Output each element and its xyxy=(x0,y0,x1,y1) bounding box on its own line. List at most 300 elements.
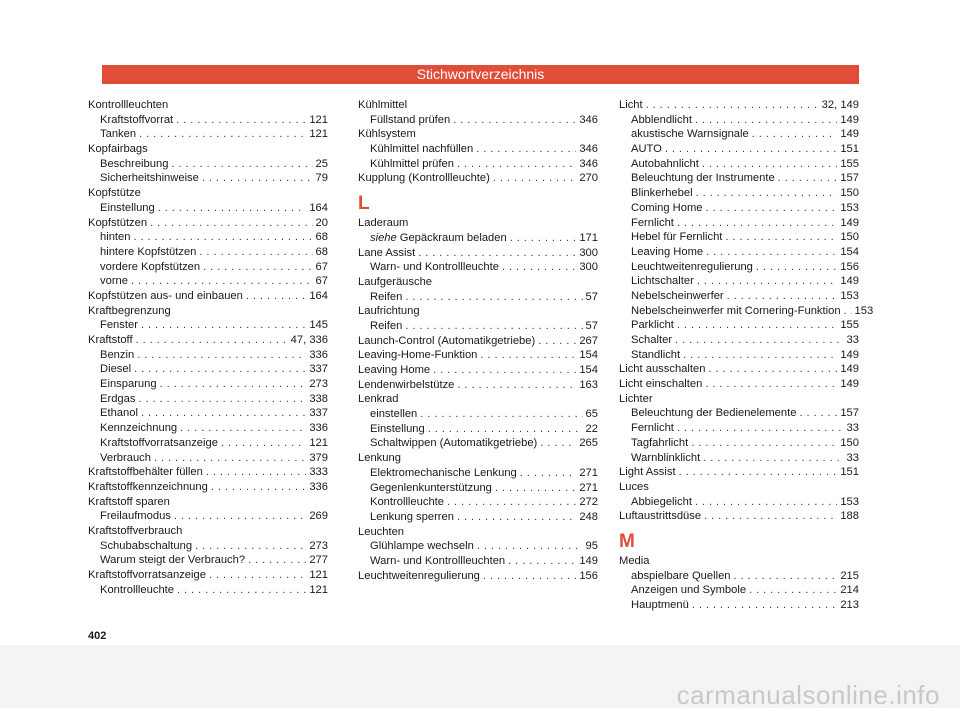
entry-page-ref: 33 xyxy=(846,334,859,346)
dot-leader xyxy=(727,289,838,304)
index-subentry xyxy=(619,260,859,275)
entry-page-ref: 336 xyxy=(309,480,328,493)
entry-page-ref: 154 xyxy=(579,349,598,362)
entry-term: Kühlmittel xyxy=(358,99,408,111)
index-subentry xyxy=(358,436,598,451)
entry-term: vordere Kopfstützen xyxy=(100,260,201,273)
index-title: Stichwortverzeichnis xyxy=(416,66,545,82)
dot-leader xyxy=(160,377,307,392)
dot-leader xyxy=(704,509,837,524)
dot-leader xyxy=(695,495,837,510)
entry-term: Kraftstoffvorratsanzeige xyxy=(100,436,218,449)
entry-term: Schubabschaltung xyxy=(100,539,193,552)
index-subentry xyxy=(88,451,328,466)
entry-page-ref: 156 xyxy=(840,260,859,273)
index-entry xyxy=(88,465,328,480)
dot-leader xyxy=(702,157,838,172)
entry-page-ref: 155 xyxy=(840,319,859,332)
entry-term: Lichtschalter xyxy=(631,275,694,288)
entry-page-ref: 95 xyxy=(585,540,598,553)
dot-leader xyxy=(691,436,837,451)
index-entry xyxy=(619,362,859,377)
dot-leader xyxy=(248,553,306,568)
index-subentry xyxy=(619,127,859,142)
entry-term: Standlicht xyxy=(631,348,681,361)
index-heading xyxy=(619,480,859,495)
index-entry xyxy=(358,348,598,363)
dot-leader xyxy=(799,406,837,421)
entry-term: Tagfahrlicht xyxy=(631,436,689,449)
dot-leader xyxy=(696,186,838,201)
section-letter: L xyxy=(358,193,370,215)
dot-leader xyxy=(477,539,583,554)
entry-term: Parklicht xyxy=(631,319,674,332)
index-column-2 xyxy=(358,98,598,583)
entry-term: Kopfstütze xyxy=(88,187,141,200)
index-subentry xyxy=(358,481,598,496)
entry-term: Leuchten xyxy=(358,525,405,538)
entry-term: Leuchtweitenregulierung xyxy=(358,569,480,582)
index-subentry xyxy=(619,451,859,466)
entry-term: Sicherheitshinweise xyxy=(100,172,199,185)
index-subentry xyxy=(88,362,328,377)
entry-term: hintere Kopfstützen xyxy=(100,245,197,258)
entry-term: Kraftstoff sparen xyxy=(88,495,170,508)
index-subentry xyxy=(619,289,859,304)
dot-leader xyxy=(206,465,306,480)
entry-term: Kraftstoffvorratsanzeige xyxy=(88,569,206,581)
index-subentry xyxy=(619,318,859,333)
dot-leader xyxy=(195,539,306,554)
index-column-1 xyxy=(88,98,328,597)
entry-term: AUTO xyxy=(631,143,662,156)
entry-term: Füllstand prüfen xyxy=(370,113,451,126)
index-heading xyxy=(88,524,328,539)
entry-term: Luftaustrittsdüse xyxy=(619,510,702,523)
index-subentry xyxy=(358,260,598,275)
entry-page-ref: 121 xyxy=(309,583,328,596)
index-subentry xyxy=(88,171,328,186)
entry-term: Kopfstützen aus- und einbauen xyxy=(88,289,243,302)
dot-leader xyxy=(706,245,837,260)
entry-page-ref: 149 xyxy=(840,216,859,229)
dot-leader xyxy=(150,216,312,231)
dot-leader xyxy=(708,362,837,377)
entry-page-ref: 163 xyxy=(579,378,598,391)
dot-leader xyxy=(139,127,306,142)
dot-leader xyxy=(457,157,576,172)
entry-page-ref: 151 xyxy=(840,466,859,479)
entry-term: Erdgas xyxy=(100,392,136,405)
entry-term: Anzeigen und Symbole xyxy=(631,584,747,597)
entry-term: Light Assist xyxy=(619,466,676,479)
entry-page-ref: 47, 336 xyxy=(290,334,328,346)
entry-page-ref: 57 xyxy=(585,290,598,303)
index-subentry xyxy=(358,539,598,554)
dot-leader xyxy=(133,230,312,245)
entry-term: Leaving Home xyxy=(631,245,704,258)
index-entry xyxy=(88,480,328,495)
entry-page-ref: 154 xyxy=(579,364,598,376)
entry-page-ref: 153 xyxy=(840,495,859,508)
entry-term: Kraftstoffbehälter füllen xyxy=(88,466,203,479)
dot-leader xyxy=(734,569,838,584)
entry-page-ref: 145 xyxy=(309,319,328,332)
entry-term: Abblendlicht xyxy=(631,113,692,126)
index-entry xyxy=(619,377,859,392)
index-heading xyxy=(88,495,328,510)
index-heading xyxy=(358,127,598,142)
index-subentry xyxy=(358,157,598,172)
index-subentry xyxy=(88,245,328,260)
entry-term: Kraftstoffverbrauch xyxy=(88,524,183,537)
entry-page-ref: 213 xyxy=(840,599,859,611)
index-subentry xyxy=(619,113,859,128)
dot-leader xyxy=(508,554,576,569)
entry-term: Lenkrad xyxy=(358,393,399,406)
dot-leader xyxy=(495,481,576,496)
index-subentry xyxy=(619,201,859,216)
index-subentry xyxy=(88,553,328,568)
index-subentry xyxy=(619,436,859,451)
dot-leader xyxy=(405,319,582,334)
dot-leader xyxy=(778,171,838,186)
section-letter: M xyxy=(619,530,635,552)
entry-page-ref: 300 xyxy=(579,261,598,274)
see-reference: siehe xyxy=(370,231,397,244)
dot-leader xyxy=(675,333,844,348)
entry-term: Hebel für Fernlicht xyxy=(631,231,723,244)
index-heading xyxy=(88,98,328,113)
index-subentry xyxy=(88,230,328,245)
entry-term: Fernlicht xyxy=(631,216,674,229)
entry-page-ref: 149 xyxy=(579,554,598,567)
index-subentry xyxy=(358,422,598,437)
entry-term: Laderaum xyxy=(358,217,409,230)
entry-term: Coming Home xyxy=(631,201,703,214)
entry-term: hinten xyxy=(100,231,131,244)
entry-term: einstellen xyxy=(370,408,418,421)
index-subentry xyxy=(88,260,328,275)
entry-term: Reifen xyxy=(370,319,403,332)
dot-leader xyxy=(844,304,852,319)
entry-term: Nebelscheinwerfer xyxy=(631,289,724,302)
dot-leader xyxy=(679,465,838,480)
dot-leader xyxy=(176,113,306,128)
entry-term: vorne xyxy=(100,275,128,288)
index-heading xyxy=(619,392,859,407)
entry-page-ref: 149 xyxy=(840,363,859,376)
dot-leader xyxy=(756,260,837,275)
dot-leader xyxy=(510,231,577,246)
entry-page-ref: 153 xyxy=(840,201,859,214)
entry-term: Einstellung xyxy=(100,201,155,214)
entry-page-ref: 68 xyxy=(315,245,328,258)
entry-page-ref: 121 xyxy=(309,436,328,449)
entry-term: Verbrauch xyxy=(100,451,151,464)
index-subentry xyxy=(619,421,859,436)
entry-term: Lichter xyxy=(619,392,653,405)
entry-term: Leaving-Home-Funktion xyxy=(358,349,478,362)
dot-leader xyxy=(180,421,306,436)
entry-term: Gegenlenkunterstützung xyxy=(370,481,492,494)
index-subentry xyxy=(619,304,874,319)
dot-leader xyxy=(692,598,837,613)
entry-term: Laufgeräusche xyxy=(358,275,433,288)
entry-term: Freilaufmodus xyxy=(100,510,171,523)
entry-term: Kontrollleuchten xyxy=(88,99,169,111)
entry-term: Kupplung (Kontrollleuchte) xyxy=(358,172,490,185)
entry-page-ref: 273 xyxy=(309,378,328,391)
dot-leader xyxy=(752,127,838,142)
entry-term: Schaltwippen (Automatikgetriebe) xyxy=(370,437,538,450)
entry-term: Leuchtweitenregulierung xyxy=(631,260,753,273)
dot-leader xyxy=(677,318,837,333)
index-subentry xyxy=(619,171,859,186)
dot-leader xyxy=(203,260,312,275)
entry-term: Reifen xyxy=(370,290,403,303)
index-header xyxy=(102,65,859,84)
entry-term: Kraftstoff xyxy=(88,334,133,346)
entry-term: Lane Assist xyxy=(358,246,416,259)
dot-leader xyxy=(209,568,306,583)
entry-term: Lenkung sperren xyxy=(370,510,454,523)
dot-leader xyxy=(418,246,576,261)
index-heading xyxy=(358,275,598,290)
dot-leader xyxy=(428,422,583,437)
entry-page-ref: 346 xyxy=(579,143,598,156)
entry-page-ref: 149 xyxy=(840,348,859,361)
index-entry xyxy=(88,568,328,583)
index-entry xyxy=(358,378,598,393)
entry-term: Glühlampe wechseln xyxy=(370,540,474,553)
index-subentry xyxy=(358,231,598,246)
entry-page-ref: 346 xyxy=(579,113,598,126)
entry-term: Luces xyxy=(619,480,649,493)
dot-leader xyxy=(433,363,576,378)
dot-leader xyxy=(483,569,576,584)
entry-page-ref: 215 xyxy=(840,569,859,582)
index-subentry xyxy=(88,348,328,363)
dot-leader xyxy=(677,216,837,231)
index-entry xyxy=(88,216,328,231)
entry-page-ref: 337 xyxy=(309,363,328,376)
dot-leader xyxy=(137,348,306,363)
index-heading xyxy=(358,392,598,407)
entry-page-ref: 267 xyxy=(579,334,598,347)
index-subentry xyxy=(619,495,859,510)
page-number: 402 xyxy=(88,630,107,642)
dot-leader xyxy=(174,509,306,524)
entry-term: Abbiegelicht xyxy=(631,495,692,508)
dot-leader xyxy=(665,142,837,157)
entry-term: Nebelscheinwerfer mit Cornering-Funktion xyxy=(631,304,841,317)
dot-leader xyxy=(683,348,837,363)
index-subentry xyxy=(358,142,598,157)
index-entry xyxy=(358,171,598,186)
dot-leader xyxy=(706,201,838,216)
entry-term: Kopfstützen xyxy=(88,216,148,229)
index-subentry xyxy=(619,569,859,584)
entry-term: Diesel xyxy=(100,363,132,376)
entry-page-ref: 25 xyxy=(315,157,328,170)
entry-page-ref: 157 xyxy=(840,172,859,185)
index-heading xyxy=(88,142,328,157)
entry-page-ref: 156 xyxy=(579,569,598,582)
entry-page-ref: 153 xyxy=(840,289,859,302)
entry-term: Kraftstoffvorrat xyxy=(100,113,174,126)
entry-term: Kraftstoffkennzeichnung xyxy=(88,480,208,493)
index-subentry xyxy=(619,274,859,289)
index-subentry xyxy=(88,539,328,554)
dot-leader xyxy=(703,451,843,466)
index-entry xyxy=(88,333,328,348)
entry-page-ref: 67 xyxy=(315,260,328,273)
index-column-3 xyxy=(619,98,874,613)
entry-page-ref: 150 xyxy=(840,436,859,449)
dot-leader xyxy=(246,289,306,304)
index-heading xyxy=(358,98,598,113)
dot-leader xyxy=(447,495,576,510)
dot-leader xyxy=(520,466,577,481)
index-subentry xyxy=(358,554,598,569)
entry-term: akustische Warnsignale xyxy=(631,128,749,141)
index-subentry xyxy=(619,186,859,201)
index-subentry xyxy=(88,318,328,333)
index-subentry xyxy=(88,377,328,392)
entry-term: Warn- und Kontrollleuchte xyxy=(370,261,499,274)
index-subentry xyxy=(619,333,859,348)
index-subentry xyxy=(619,598,859,613)
entry-term: Einsparung xyxy=(100,378,157,391)
entry-term: Beleuchtung der Bedienelemente xyxy=(631,407,797,420)
index-subentry xyxy=(88,201,328,216)
index-entry xyxy=(358,363,598,378)
dot-leader xyxy=(493,171,576,186)
entry-page-ref: 150 xyxy=(840,231,859,244)
entry-page-ref: 346 xyxy=(579,157,598,170)
entry-term: Schalter xyxy=(631,334,673,346)
entry-page-ref: 214 xyxy=(840,584,859,597)
dot-leader xyxy=(749,583,837,598)
dot-leader xyxy=(453,113,576,128)
index-heading xyxy=(358,304,598,319)
dot-leader xyxy=(199,245,312,260)
index-subentry xyxy=(619,216,859,231)
index-heading xyxy=(88,304,328,319)
entry-page-ref: 248 xyxy=(579,510,598,523)
entry-term: Laufrichtung xyxy=(358,305,420,318)
dot-leader xyxy=(202,171,313,186)
entry-page-ref: 121 xyxy=(309,569,328,581)
dot-leader xyxy=(540,436,576,451)
entry-page-ref: 272 xyxy=(579,496,598,509)
dot-leader xyxy=(538,334,576,349)
dot-leader xyxy=(695,113,837,128)
entry-page-ref: 155 xyxy=(840,157,859,170)
index-subentry xyxy=(88,127,328,142)
entry-page-ref: 336 xyxy=(309,422,328,435)
entry-page-ref: 269 xyxy=(309,510,328,523)
entry-term: Beleuchtung der Instrumente xyxy=(631,172,775,185)
entry-page-ref: 164 xyxy=(309,289,328,302)
dot-leader xyxy=(171,157,312,172)
entry-term: Lendenwirbelstütze xyxy=(358,378,455,391)
entry-term: Kraftbegrenzung xyxy=(88,304,171,317)
index-subentry xyxy=(88,509,328,524)
entry-term: Fenster xyxy=(100,319,138,332)
entry-page-ref: 188 xyxy=(840,510,859,523)
entry-page-ref: 265 xyxy=(579,437,598,450)
index-subentry xyxy=(358,510,598,525)
entry-page-ref: 337 xyxy=(309,407,328,420)
entry-page-ref: 171 xyxy=(579,231,598,244)
entry-term: Warn- und Kontrollleuchten xyxy=(370,554,506,567)
index-entry xyxy=(358,334,598,349)
entry-page-ref: 336 xyxy=(309,348,328,361)
index-subentry xyxy=(619,583,859,598)
entry-term: Einstellung xyxy=(370,422,425,435)
entry-page-ref: 300 xyxy=(579,246,598,259)
entry-term: Kühlmittel prüfen xyxy=(370,157,454,170)
entry-page-ref: 271 xyxy=(579,466,598,479)
entry-page-ref: 157 xyxy=(840,407,859,420)
dot-leader xyxy=(154,451,306,466)
entry-page-ref: 79 xyxy=(315,172,328,185)
entry-term: Autobahnlicht xyxy=(631,157,699,170)
index-entry xyxy=(619,98,859,113)
index-subentry xyxy=(88,583,328,598)
entry-term: Beschreibung xyxy=(100,157,169,170)
entry-page-ref: 153 xyxy=(854,304,874,317)
entry-term: Leaving Home xyxy=(358,364,431,376)
entry-term: Warum steigt der Verbrauch? xyxy=(100,554,246,567)
entry-page-ref: 32, 149 xyxy=(821,99,859,111)
index-subentry xyxy=(619,406,859,421)
entry-page-ref: 121 xyxy=(309,113,328,126)
dot-leader xyxy=(136,333,288,348)
entry-page-ref: 270 xyxy=(579,172,598,185)
index-subentry xyxy=(88,406,328,421)
entry-page-ref: 338 xyxy=(309,392,328,405)
dot-leader xyxy=(131,274,313,289)
entry-term: Kühlmittel nachfüllen xyxy=(370,143,474,156)
watermark: carmanualsonline.info xyxy=(676,680,940,710)
dot-leader xyxy=(697,274,838,289)
index-subentry xyxy=(619,245,859,260)
entry-page-ref: 57 xyxy=(585,319,598,332)
entry-term: Elektromechanische Lenkung xyxy=(370,466,517,479)
entry-term: Kennzeichnung xyxy=(100,422,178,435)
entry-term: Licht ausschalten xyxy=(619,363,706,376)
entry-page-ref: 150 xyxy=(840,187,859,200)
index-subentry xyxy=(88,274,328,289)
index-subentry xyxy=(88,421,328,436)
entry-term: Kontrollleuchte xyxy=(370,496,445,509)
index-heading xyxy=(88,186,328,201)
dot-leader xyxy=(705,377,837,392)
entry-page-ref: 22 xyxy=(585,422,598,435)
index-entry xyxy=(358,569,598,584)
dot-leader xyxy=(405,290,582,305)
index-subentry xyxy=(88,392,328,407)
entry-page-ref: 33 xyxy=(846,422,859,435)
index-heading xyxy=(358,525,598,540)
dot-leader xyxy=(158,201,307,216)
dot-leader xyxy=(646,98,819,113)
index-subentry xyxy=(88,436,328,451)
entry-page-ref: 277 xyxy=(309,554,328,567)
